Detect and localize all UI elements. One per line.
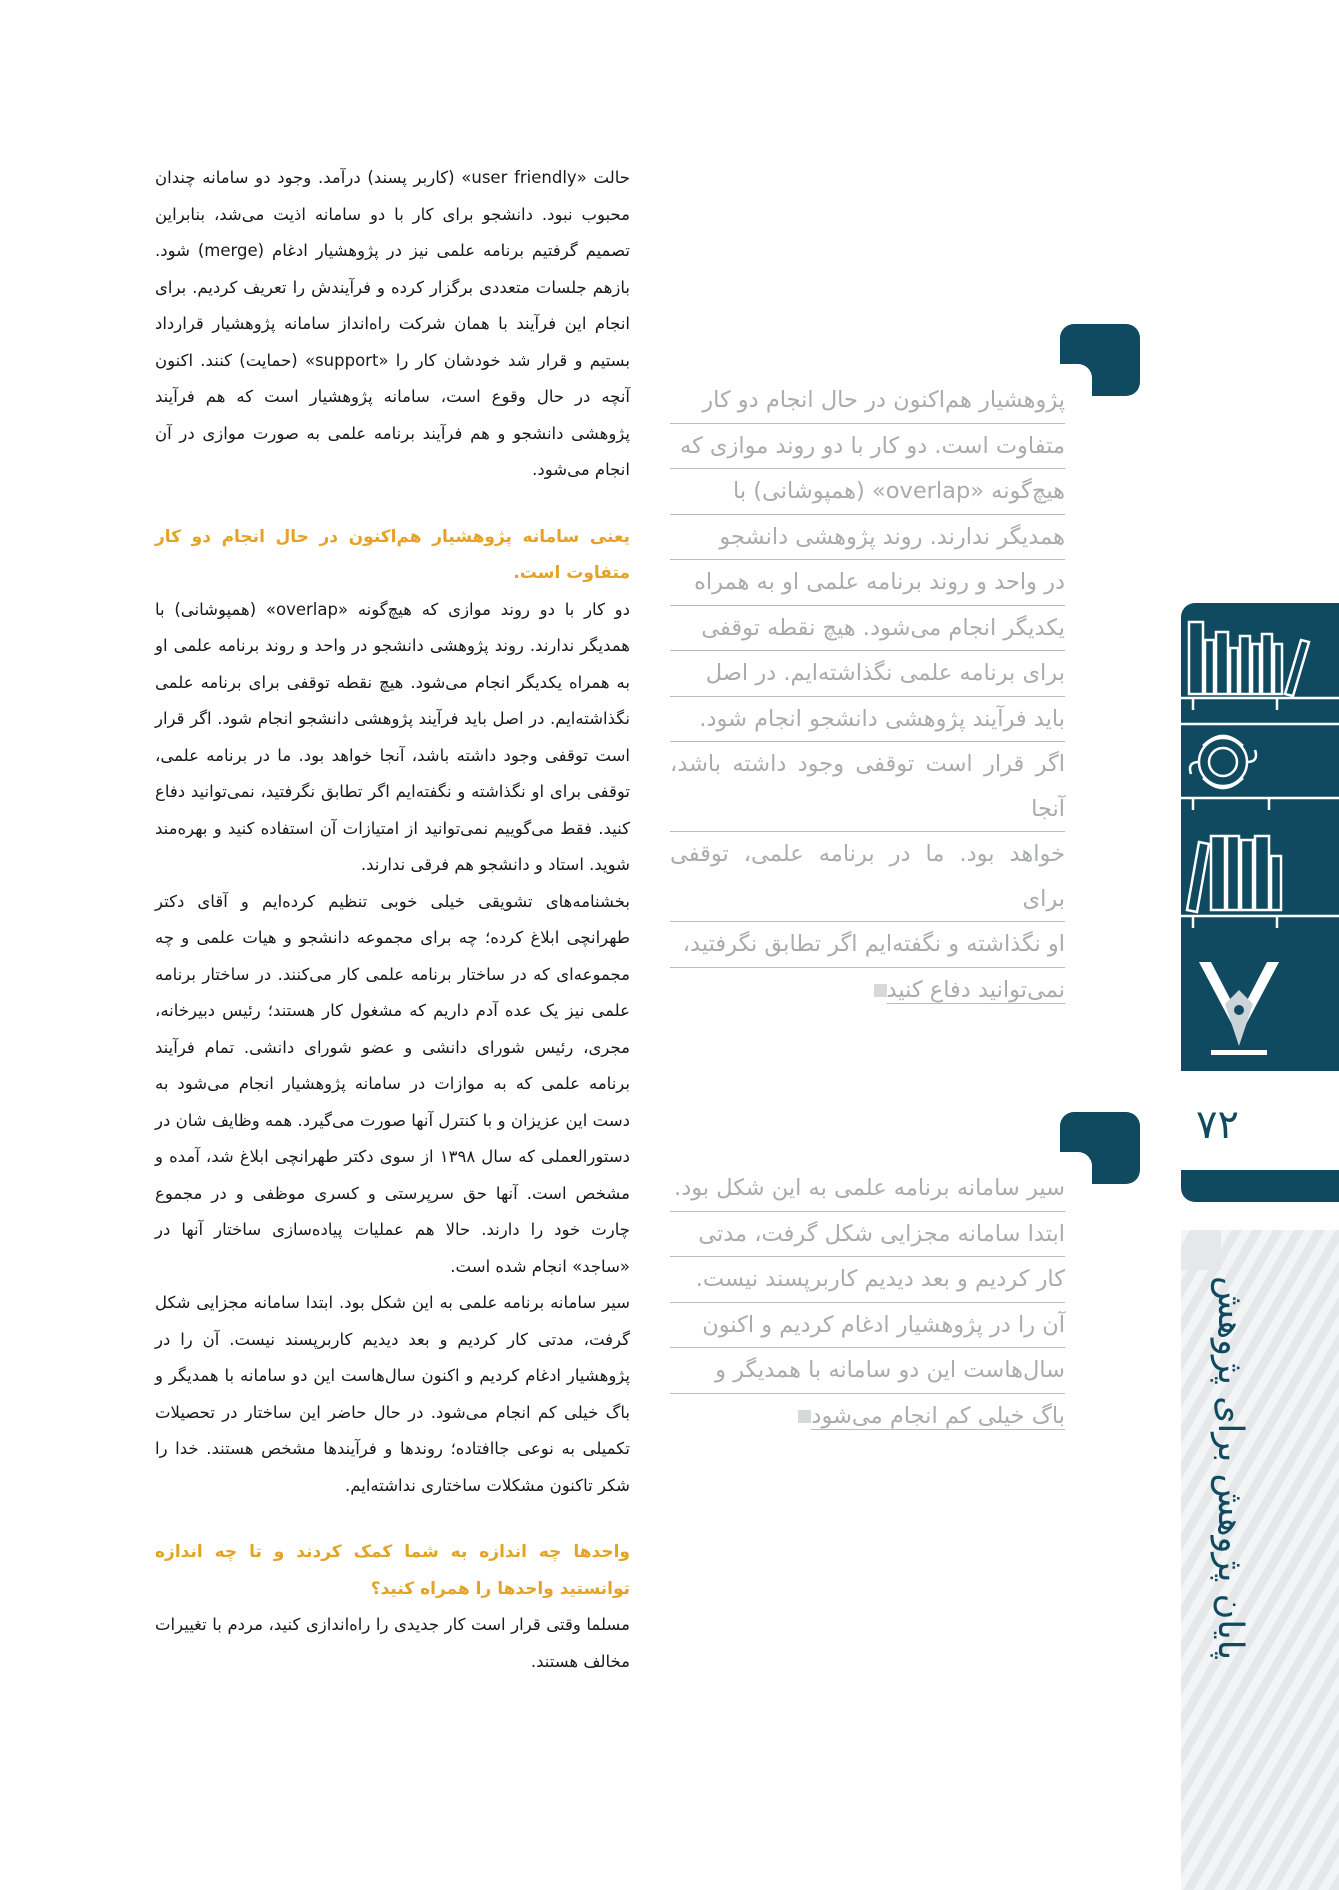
sidebar-section-title: پایان پژوهش برای پژوهش — [1210, 1275, 1250, 1660]
quote-line: همدیگر ندارند. روند پژوهشی دانشجو — [670, 515, 1065, 561]
quote-end-square-icon — [874, 984, 887, 997]
quote-line: هیچ‌گونه «overlap» (همپوشانی) با — [670, 469, 1065, 515]
paragraph-5: مسلما وقتی قرار است کار جدیدی را راه‌اندازی کنید، مردم با تغییرات مخالف هستند. — [155, 1615, 630, 1671]
paragraph-1: حالت «user friendly» (کاربر پسند) درآمد. وجود دو سامانه چندان محبوب نبود. دانشجو برای کار با دو سامانه اذیت می‌شد، بنابراین تصمیم گرفتیم برنامه علمی نیز در پژوهشیار ادغام (merge) شود. بازهم جلسات متعددی برگزار کرده و فرآیندش را تعریف کردیم. برای انجام این فرآیند با همان شرکت راه‌انداز سامانه پژوهشیار قرارداد بستیم و قرار شد خودشان کار را «support» (حمایت) کنند. اکنون آنچه در حال وقوع است، سامانه پژوهشیار است که هم فرآیند پژوهشی دانشجو و هم فرآیند برنامه علمی به صورت موازی در آن انجام می‌شود. — [155, 168, 630, 479]
page-number: ۷۲ — [1196, 1102, 1239, 1148]
quote-corner-ornament — [1060, 324, 1140, 396]
quote-line: او نگذاشته و نگفته‌ایم اگر تطابق نگرفتید، — [670, 922, 1065, 968]
question-heading-2: واحدها چه اندازه به شما کمک کردند و تا چه اندازه توانستید واحدها را همراه کنید؟ — [155, 1542, 630, 1599]
quote-line: خواهد بود. ما در برنامه علمی، توقفی برای — [670, 832, 1065, 922]
paragraph-3: بخشنامه‌های تشویقی خیلی خوبی تنظیم کرده‌ایم و آقای دکتر طهرانچی ابلاغ کرده؛ چه برای مجموعه دانشجو و هیات علمی و چه مجموعه‌ای که در ساختار برنامه علمی کار می‌کنند. در ساختار برنامه علمی نیز یک عده آدم داریم که مشغول کار هستند؛ رئیس دبیرخانه، مجری، رئیس شورای دانشی و عضو شورای دانشی. تمام فرآیند برنامه علمی که به موازات در سامانه پژوهشیار انجام می‌شود به دست این عزیزان و با کنترل آنها صورت می‌گیرد. همه وظایف شان در دستورالعملی که سال ۱۳۹۸ از سوی دکتر طهرانچی ابلاغ شد، آمده و مشخص است. آنها حق سرپرستی و کسری موظفی و در مجموع چارت خود را دارند. حالا هم عملیات پیاده‌سازی ساختار آنها در «ساجد» انجام شده است. — [155, 891, 631, 1276]
quote-line: کار کردیم و بعد دیدیم کاربرپسند نیست. — [670, 1257, 1065, 1303]
pull-quote-2 — [670, 1166, 1065, 1438]
quote-line: متفاوت است. دو کار با دو روند موازی که — [670, 424, 1065, 470]
quote-line: در واحد و روند برنامه علمی او به همراه — [670, 560, 1065, 606]
ornament-icon — [1181, 722, 1339, 814]
university-logo-icon — [1181, 950, 1339, 1070]
quote-end-square-icon — [798, 1410, 811, 1423]
paragraph-4: سیر سامانه برنامه علمی به این شکل بود. ابتدا سامانه مجزایی شکل گرفت، مدتی کار کردیم و بعد دیدیم کاربرپسند نیست. آن را در پژوهشیار ادغام کردیم و اکنون سال‌هاست این دو سامانه با همدیگر و باگ خیلی کم انجام می‌شود. در حال حاضر این ساختار در تحصیلات تکمیلی به نوعی جاافتاده؛ روندها و فرآیندها مشخص هستند. خدا را شکر تاکنون مشکلات ساختاری نداشته‌ایم. — [155, 1293, 630, 1495]
quote-line: برای برنامه علمی نگذاشته‌ایم. در اصل — [670, 651, 1065, 697]
quote-line: سیر سامانه برنامه علمی به این شکل بود. — [670, 1166, 1065, 1212]
quote-line: آن را در پژوهشیار ادغام کردیم و اکنون — [670, 1303, 1065, 1349]
quote-last-line: نمی‌توانید دفاع کنید — [670, 968, 1065, 1013]
quote-line: ابتدا سامانه مجزایی شکل گرفت، مدتی — [670, 1212, 1065, 1258]
quote-line: یکدیگر انجام می‌شود. هیچ نقطه توقفی — [670, 606, 1065, 652]
books-icon — [1181, 826, 1339, 936]
quote-line: پژوهشیار هم‌اکنون در حال انجام دو کار — [670, 378, 1065, 424]
quote-line: سال‌هاست این دو سامانه با همدیگر و — [670, 1348, 1065, 1394]
main-article-column — [155, 160, 630, 1680]
books-icon — [1181, 610, 1339, 720]
quote-corner-ornament — [1060, 1112, 1140, 1184]
quote-last-line: باگ خیلی کم انجام می‌شود — [670, 1394, 1065, 1439]
pull-quote-1 — [670, 378, 1065, 1012]
paragraph-2: دو کار با دو روند موازی که هیچ‌گونه «overlap» (همپوشانی) با همدیگر ندارند. روند پژوهشی دانشجو در واحد و روند برنامه علمی او به همراه یکدیگر انجام می‌شود. هیچ نقطه توقفی برای برنامه علمی نگذاشته‌ایم. در اصل باید فرآیند پژوهشی دانشجو انجام شود. اگر قرار است توقفی وجود داشته باشد، آنجا خواهد بود. ما در برنامه علمی، توقفی برای او نگذاشته و نگفته‌ایم اگر تطابق نگرفتید، نمی‌توانید دفاع کنید. فقط می‌گوییم نمی‌توانید از امتیازات آن استفاده کنید و بهره‌مند شوید. استاد و دانشجو هم فرقی ندارند. — [155, 599, 630, 874]
quote-line: باید فرآیند پژوهشی دانشجو انجام شود. — [670, 697, 1065, 743]
quote-line: اگر قرار است توقفی وجود داشته باشد، آنجا — [670, 742, 1065, 832]
question-heading-1: یعنی سامانه پژوهشیار هم‌اکنون در حال انجام دو کار متفاوت است. — [155, 526, 630, 583]
page-number-bar — [1181, 1170, 1339, 1202]
